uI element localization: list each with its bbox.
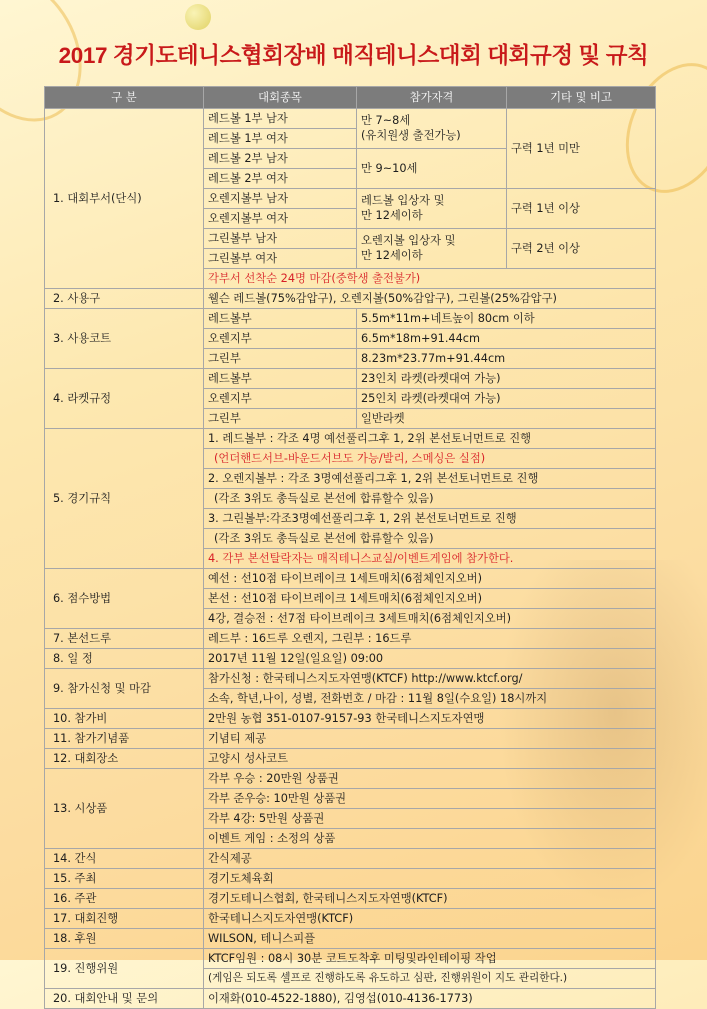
- header-event: 대회종목: [204, 87, 357, 109]
- prize-line: 이벤트 게임 : 소정의 상품: [204, 829, 656, 849]
- table-row: [45, 869, 656, 889]
- officials-line: (게임은 되도록 셀프로 진행하도록 유도하고 심판, 진행위원이 지도 관리한다.): [204, 969, 656, 989]
- category-rules: 5. 경기규칙: [45, 429, 204, 569]
- category-officials: 19. 진행위원: [45, 949, 204, 989]
- rule-line: (언더핸드서브-바운드서브도 가능/발리, 스메싱은 실점): [204, 449, 656, 469]
- prize-line: 각부 4강: 5만원 상품권: [204, 809, 656, 829]
- scoring-line: 4강, 결승전 : 선7점 타이브레이크 3세트매치(6점체인지오버): [204, 609, 656, 629]
- header-notes: 기타 및 비고: [507, 87, 656, 109]
- table-row: [45, 749, 656, 769]
- entry-line: 소속, 학년,나이, 성별, 전화번호 / 마감 : 11월 8일(수요일) 18시까지: [204, 689, 656, 709]
- page-title: 2017 경기도테니스협회장배 매직테니스대회 대회규정 및 규칙: [58, 43, 649, 68]
- venue-text: 고양시 성사코트: [204, 749, 656, 769]
- category-scoring: 6. 점수방법: [45, 569, 204, 629]
- category-snack: 14. 간식: [45, 849, 204, 869]
- souvenir-text: 기념티 제공: [204, 729, 656, 749]
- rules-table: [44, 86, 656, 1009]
- header-qualification: 참가자격: [357, 87, 507, 109]
- sponsor-text: WILSON, 테니스피플: [204, 929, 656, 949]
- rule-line: (각조 3위도 총득실로 본선에 합류할수 있음): [204, 489, 656, 509]
- table-row: [45, 769, 656, 789]
- rule-line: (각조 3위도 총득실로 본선에 합류할수 있음): [204, 529, 656, 549]
- table-header-row: [45, 87, 656, 109]
- table-row: [45, 289, 656, 309]
- tennis-ball-decoration: [185, 4, 211, 30]
- event-cell: 레드볼 2부 남자: [204, 149, 357, 169]
- table-row: [45, 849, 656, 869]
- court-event: 레드볼부: [204, 309, 357, 329]
- schedule-text: 2017년 11월 12일(일요일) 09:00: [204, 649, 656, 669]
- court-spec: 5.5m*11m+네트높이 80cm 이하: [357, 309, 656, 329]
- note-cell: 구력 2년 이상: [507, 229, 656, 269]
- racket-spec: 25인치 라켓(라켓대여 가능): [357, 389, 656, 409]
- table-row: [45, 989, 656, 1009]
- table-row: [45, 729, 656, 749]
- prize-line: 각부 준우승: 10만원 상품권: [204, 789, 656, 809]
- category-draw: 7. 본선드루: [45, 629, 204, 649]
- racket-event: 그린부: [204, 409, 357, 429]
- header-category: 구 분: [45, 87, 204, 109]
- racket-event: 레드볼부: [204, 369, 357, 389]
- racket-event: 오렌지부: [204, 389, 357, 409]
- rule-line: 4. 각부 본선탈락자는 매직테니스교실/이벤트게임에 참가한다.: [204, 549, 656, 569]
- court-event: 그린부: [204, 349, 357, 369]
- court-spec: 8.23m*23.77m+91.44cm: [357, 349, 656, 369]
- divisions-footnote: 각부서 선착순 24명 마감(중학생 출전불가): [204, 269, 656, 289]
- organizer-text: 경기도테니스협회, 한국테니스지도자연맹(KTCF): [204, 889, 656, 909]
- note-cell: 구력 1년 이상: [507, 189, 656, 229]
- event-cell: 오렌지볼부 남자: [204, 189, 357, 209]
- category-ball: 2. 사용구: [45, 289, 204, 309]
- rule-line: 2. 오렌지볼부 : 각조 3명예선풀리그후 1, 2위 본선토너먼트로 진행: [204, 469, 656, 489]
- table-row: [45, 949, 656, 969]
- qualification-cell: 레드볼 입상자 및 만 12세이하: [357, 189, 507, 229]
- table-row: [45, 909, 656, 929]
- rule-line: 3. 그린볼부:각조3명예선풀리그후 1, 2위 본선토너먼트로 진행: [204, 509, 656, 529]
- table-row: [45, 929, 656, 949]
- category-organizer: 16. 주관: [45, 889, 204, 909]
- event-cell: 레드볼 1부 여자: [204, 129, 357, 149]
- table-row: [45, 889, 656, 909]
- qualification-cell: 만 7~8세 (유치원생 출전가능): [357, 109, 507, 149]
- officials-line: KTCF임원 : 08시 30분 코트도착후 미팅및라인테이핑 작업: [204, 949, 656, 969]
- category-racket: 4. 라켓규정: [45, 369, 204, 429]
- prize-line: 각부 우승 : 20만원 상품권: [204, 769, 656, 789]
- note-cell: 구력 1년 미만: [507, 109, 656, 189]
- fee-text: 2만원 농협 351-0107-9157-93 한국테니스지도자연맹: [204, 709, 656, 729]
- category-entry: 9. 참가신청 및 마감: [45, 669, 204, 709]
- racket-spec: 23인치 라켓(라켓대여 가능): [357, 369, 656, 389]
- entry-line: 참가신청 : 한국테니스지도자연맹(KTCF) http://www.ktcf.org/: [204, 669, 656, 689]
- event-cell: 레드볼 2부 여자: [204, 169, 357, 189]
- operator-text: 한국테니스지도자연맹(KTCF): [204, 909, 656, 929]
- category-sponsor: 18. 후원: [45, 929, 204, 949]
- racket-spec: 일반라켓: [357, 409, 656, 429]
- table-row: [45, 569, 656, 589]
- category-schedule: 8. 일 정: [45, 649, 204, 669]
- table-row: [45, 309, 656, 329]
- event-cell: 오렌지볼부 여자: [204, 209, 357, 229]
- table-row: [45, 109, 656, 129]
- category-fee: 10. 참가비: [45, 709, 204, 729]
- table-row: [45, 709, 656, 729]
- category-operator: 17. 대회진행: [45, 909, 204, 929]
- scoring-line: 본선 : 선10점 타이브레이크 1세트매치(6점체인지오버): [204, 589, 656, 609]
- host-text: 경기도체육회: [204, 869, 656, 889]
- event-cell: 그린볼부 남자: [204, 229, 357, 249]
- snack-text: 간식제공: [204, 849, 656, 869]
- category-venue: 12. 대회장소: [45, 749, 204, 769]
- category-divisions: 1. 대회부서(단식): [45, 109, 204, 289]
- scoring-line: 예선 : 선10점 타이브레이크 1세트매치(6점체인지오버): [204, 569, 656, 589]
- table-row: [45, 669, 656, 689]
- table-row: [45, 649, 656, 669]
- category-contact: 20. 대회안내 및 문의: [45, 989, 204, 1009]
- court-spec: 6.5m*18m+91.44cm: [357, 329, 656, 349]
- event-cell: 레드볼 1부 남자: [204, 109, 357, 129]
- qualification-cell: 만 9~10세: [357, 149, 507, 189]
- court-event: 오렌지부: [204, 329, 357, 349]
- ball-spec: 웰슨 레드볼(75%감압구), 오렌지볼(50%감압구), 그린볼(25%감압구): [204, 289, 656, 309]
- table-row: [45, 369, 656, 389]
- table-row: [45, 429, 656, 449]
- category-host: 15. 주최: [45, 869, 204, 889]
- category-court: 3. 사용코트: [45, 309, 204, 369]
- contact-text: 이재화(010-4522-1880), 김영섭(010-4136-1773): [204, 989, 656, 1009]
- category-souvenir: 11. 참가기념품: [45, 729, 204, 749]
- category-prizes: 13. 시상품: [45, 769, 204, 849]
- event-cell: 그린볼부 여자: [204, 249, 357, 269]
- draw-text: 레드부 : 16드루 오렌지, 그린부 : 16드루: [204, 629, 656, 649]
- rule-line: 1. 레드볼부 : 각조 4명 예선풀리그후 1, 2위 본선토너먼트로 진행: [204, 429, 656, 449]
- table-row: [45, 629, 656, 649]
- qualification-cell: 오렌지볼 입상자 및 만 12세이하: [357, 229, 507, 269]
